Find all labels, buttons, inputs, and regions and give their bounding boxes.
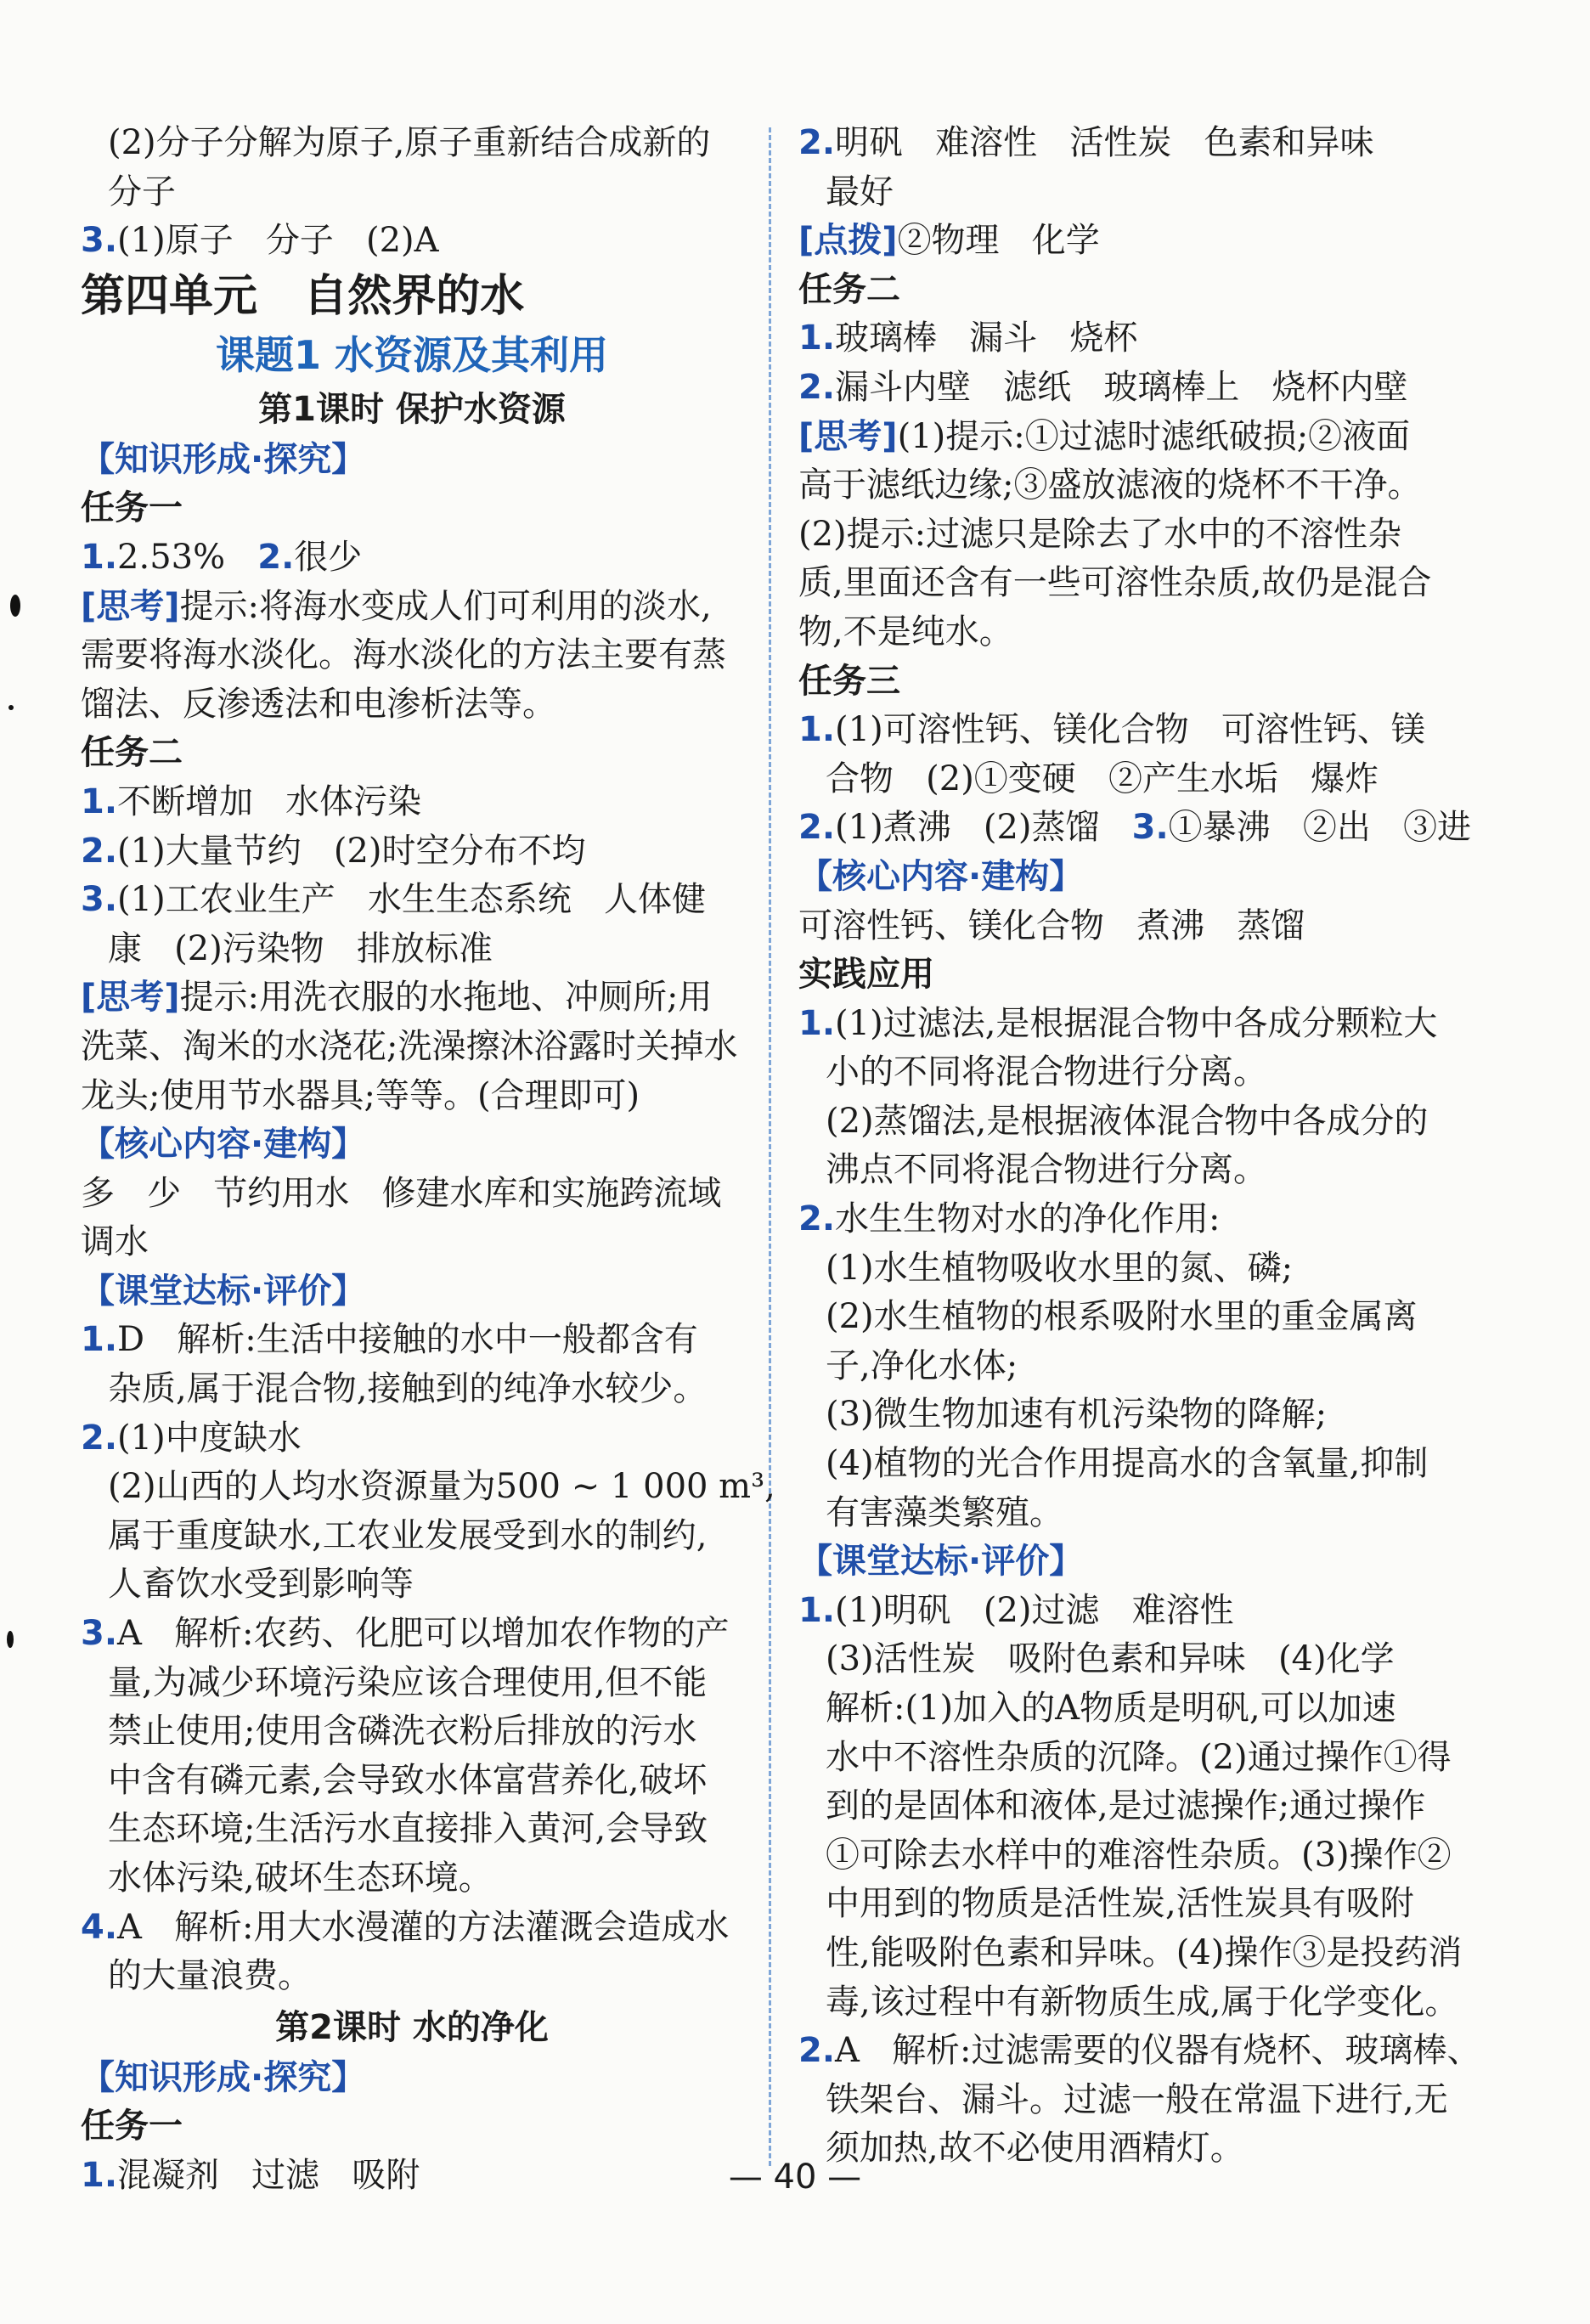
right-column <box>798 119 1481 2174</box>
task-heading: 任务一 <box>81 2107 183 2146</box>
column-divider <box>769 127 771 2166</box>
answer-line: 性,能吸附色素和异味。(4)操作③是投药消 <box>826 1932 1463 1972</box>
task-heading: 任务二 <box>81 733 183 773</box>
answer-text: 2.53% <box>117 537 258 577</box>
item-number: 3. <box>81 221 118 261</box>
answer-text: 不断增加 水体污染 <box>117 781 422 821</box>
item-number: 2. <box>798 367 836 407</box>
answer-text: A 解析:过滤需要的仪器有烧杯、玻璃棒、 <box>835 2031 1481 2071</box>
answer-line: 康 (2)污染物 排放标准 <box>108 928 493 968</box>
answer-line: (4)植物的光合作用提高水的含氧量,抑制 <box>826 1444 1429 1484</box>
answer-line: 合物 (2)①变硬 ②产生水垢 爆炸 <box>826 759 1379 798</box>
answer-item <box>81 533 743 583</box>
answer-text: 混凝剂 过滤 吸附 <box>117 2155 420 2195</box>
answer-item <box>798 706 1461 755</box>
think-tag: [思考] <box>798 416 898 456</box>
answer-line: 属于重度缺水,工农业发展受到水的制约, <box>108 1515 708 1555</box>
core-line: 多 少 节约用水 修建水库和实施跨流域 <box>81 1173 722 1213</box>
answer-line: 水体污染,破坏生态环境。 <box>108 1859 493 1898</box>
item-number: 1. <box>81 537 118 577</box>
answer-item <box>798 804 1471 853</box>
think-line <box>81 583 743 632</box>
answer-line: 的大量浪费。 <box>108 1956 312 1996</box>
answer-item <box>81 876 743 925</box>
section-tag: 【核心内容·建构】 <box>81 1125 366 1165</box>
answer-item <box>798 1587 1461 1636</box>
item-number: 1. <box>81 2155 118 2195</box>
answer-line: (2)蒸馏法,是根据液体混合物中各成分的 <box>826 1101 1429 1141</box>
answer-line: (1)水生植物吸收水里的氮、磷; <box>826 1248 1294 1288</box>
answer-line: 分子 <box>108 172 176 212</box>
answer-line: 杂质,属于混合物,接触到的纯净水较少。 <box>108 1369 708 1409</box>
think-line: 高于滤纸边缘;③盛放滤液的烧杯不干净。 <box>798 465 1422 505</box>
answer-item <box>798 1000 1461 1049</box>
answer-line: 须加热,故不必使用酒精灯。 <box>826 2129 1244 2169</box>
answer-text: 很少 <box>294 537 363 577</box>
think-line: 物,不是纯水。 <box>798 612 1013 652</box>
think-text: (1)提示:①过滤时滤纸破损;②液面 <box>897 416 1411 456</box>
hint-tag: [点拨] <box>798 221 898 261</box>
answer-item <box>81 778 743 827</box>
answer-line: 生态环境;生活污水直接排入黄河,会导致 <box>108 1809 708 1849</box>
answer-text: (1)可溶性钙、镁化合物 可溶性钙、镁 <box>835 710 1425 750</box>
hint-text: ②物理 化学 <box>897 221 1100 261</box>
item-number: 2. <box>81 831 118 871</box>
answer-text: 明矾 难溶性 活性炭 色素和异味 <box>835 123 1374 162</box>
answer-text: (1)煮沸 (2)蒸馏 <box>835 808 1132 848</box>
answer-text: (1)明矾 (2)过滤 难溶性 <box>835 1590 1234 1630</box>
answer-text: D 解析:生活中接触的水中一般都含有 <box>117 1320 698 1360</box>
answer-item <box>798 314 1461 364</box>
answer-item <box>81 1904 743 1953</box>
core-line: 可溶性钙、镁化合物 煮沸 蒸馏 <box>798 905 1305 945</box>
answer-text: 玻璃棒 漏斗 烧杯 <box>835 319 1138 358</box>
think-line: 洗菜、淘米的水浇花;洗澡擦沐浴露时关掉水 <box>81 1026 738 1066</box>
item-number: 2. <box>81 1418 118 1458</box>
answer-item <box>81 827 743 877</box>
think-text: 提示:用洗衣服的水拖地、冲厕所;用 <box>179 978 713 1018</box>
task-heading: 任务三 <box>798 661 900 701</box>
think-line: 质,里面还含有一些可溶性杂质,故仍是混合 <box>798 563 1432 603</box>
answer-text: 水生生物对水的净化作用: <box>835 1199 1221 1239</box>
item-number: 2. <box>798 808 836 848</box>
hint-line <box>798 217 1461 266</box>
answer-text: (1)过滤法,是根据混合物中各成分颗粒大 <box>835 1003 1438 1043</box>
think-line: 馏法、反渗透法和电渗析法等。 <box>81 684 556 724</box>
item-number: 3. <box>1131 808 1169 848</box>
answer-line: 水中不溶性杂质的沉降。(2)通过操作①得 <box>826 1737 1452 1777</box>
practice-heading: 实践应用 <box>798 955 934 995</box>
answer-line: ①可除去水样中的难溶性杂质。(3)操作② <box>826 1835 1452 1875</box>
think-text: 提示:将海水变成人们可利用的淡水, <box>179 586 712 626</box>
answer-text: (1)中度缺水 <box>117 1418 302 1458</box>
answer-line: 人畜饮水受到影响等 <box>108 1565 414 1605</box>
binding-hole-mark <box>7 1631 14 1648</box>
answer-text: ①暴沸 ②出 ③进 <box>1168 808 1471 848</box>
answer-item <box>798 119 1461 168</box>
section-tag: 【核心内容·建构】 <box>798 856 1084 896</box>
answer-item <box>798 1195 1461 1244</box>
lesson-title: 课题1 水资源及其利用 <box>215 331 609 378</box>
item-number: 2. <box>257 537 295 577</box>
core-line: 调水 <box>81 1222 149 1262</box>
think-line <box>798 413 1461 462</box>
answer-line: (2)山西的人均水资源量为500 ~ 1 000 m³, <box>108 1467 775 1507</box>
section-tag: 【课堂达标·评价】 <box>81 1271 366 1311</box>
answer-line: 最好 <box>826 172 894 212</box>
answer-line: 有害藻类繁殖。 <box>826 1492 1063 1532</box>
answer-text: 漏斗内壁 滤纸 玻璃棒上 烧杯内壁 <box>835 367 1408 407</box>
answer-line: 中用到的物质是活性炭,活性炭具有吸附 <box>826 1884 1414 1924</box>
think-line <box>81 973 743 1023</box>
item-number: 3. <box>81 880 118 920</box>
answer-line: 沸点不同将混合物进行分离。 <box>826 1150 1267 1190</box>
section-tag: 【课堂达标·评价】 <box>798 1542 1084 1582</box>
answer-text: (1)工农业生产 水生生态系统 人体健 <box>117 880 706 920</box>
answer-line: 毒,该过程中有新物质生成,属于化学变化。 <box>826 1982 1459 2022</box>
answer-text: A 解析:用大水漫灌的方法灌溉会造成水 <box>117 1907 730 1947</box>
section-tag: 【知识形成·探究】 <box>81 2057 366 2097</box>
item-number: 2. <box>798 123 836 162</box>
item-number: 4. <box>81 1907 118 1947</box>
answer-line: 中含有磷元素,会导致水体富营养化,破坏 <box>108 1760 708 1800</box>
period-title: 第1课时 保护水资源 <box>258 389 566 429</box>
binding-hole-mark <box>10 595 20 617</box>
item-number: 2. <box>798 2031 836 2071</box>
answer-line: 到的是固体和液体,是过滤操作;通过操作 <box>826 1786 1426 1826</box>
item-number: 1. <box>798 1003 836 1043</box>
answer-item <box>81 1414 743 1464</box>
think-line: 需要将海水淡化。海水淡化的方法主要有蒸 <box>81 635 726 675</box>
answer-line: 解析:(1)加入的A物质是明矾,可以加速 <box>826 1689 1396 1728</box>
answer-line: (3)活性炭 吸附色素和异味 (4)化学 <box>826 1639 1395 1679</box>
item-number: 1. <box>798 319 836 358</box>
think-line: (2)提示:过滤只是除去了水中的不溶性杂 <box>798 514 1402 554</box>
answer-line: (3)微生物加速有机污染物的降解; <box>826 1395 1328 1435</box>
answer-line: (2)水生植物的根系吸附水里的重金属离 <box>826 1297 1418 1337</box>
answer-item <box>81 1610 743 1659</box>
answer-item <box>81 217 743 266</box>
answer-line: 禁止使用;使用含磷洗衣粉后排放的污水 <box>108 1712 697 1751</box>
period-title: 第2课时 水的净化 <box>275 2007 549 2047</box>
item-number: 1. <box>81 781 118 821</box>
answer-item <box>798 364 1461 413</box>
item-number: 1. <box>798 1590 836 1630</box>
task-heading: 任务二 <box>798 269 900 309</box>
think-tag: [思考] <box>81 586 180 626</box>
answer-text: (1)原子 分子 (2)A <box>117 221 439 261</box>
answer-line: (2)分子分解为原子,原子重新结合成新的 <box>108 123 711 162</box>
answer-line: 量,为减少环境污染应该合理使用,但不能 <box>108 1662 708 1702</box>
binding-hole-mark <box>8 705 14 710</box>
section-tag: 【知识形成·探究】 <box>81 439 366 479</box>
task-heading: 任务一 <box>81 488 183 528</box>
answer-line: 铁架台、漏斗。过滤一般在常温下进行,无 <box>826 2079 1448 2119</box>
think-line: 龙头;使用节水器具;等等。(合理即可) <box>81 1075 640 1115</box>
answer-item <box>798 2027 1481 2076</box>
answer-text: A 解析:农药、化肥可以增加农作物的产 <box>117 1614 730 1654</box>
item-number: 1. <box>81 1320 118 1360</box>
answer-text: (1)大量节约 (2)时空分布不均 <box>117 831 586 871</box>
unit-title: 第四单元 自然界的水 <box>81 269 525 322</box>
answer-line: 子,净化水体; <box>826 1345 1018 1385</box>
answer-item <box>81 1316 743 1365</box>
left-column <box>81 119 775 2201</box>
item-number: 3. <box>81 1614 118 1654</box>
think-tag: [思考] <box>81 978 180 1018</box>
answer-line: 小的不同将混合物进行分离。 <box>826 1052 1267 1092</box>
item-number: 1. <box>798 710 836 750</box>
page-number: — 40 — <box>728 2158 862 2197</box>
item-number: 2. <box>798 1199 836 1239</box>
